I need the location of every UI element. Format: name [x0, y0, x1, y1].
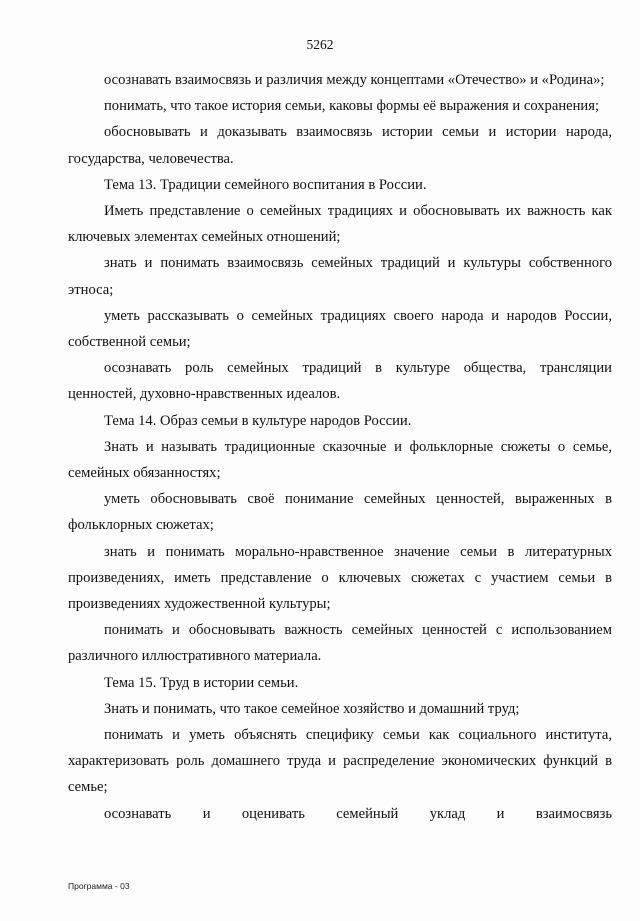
topic-heading: Тема 14. Образ семьи в культуре народов России. [104, 412, 412, 429]
paragraph: понимать и уметь объяснять специфику семьи как социального института, характеризовать роль домашнего труда и распределение экономических функций в семье; [68, 727, 612, 796]
paragraph: понимать и обосновывать важность семейных ценностей с использованием различного иллюстративного материала. [68, 622, 612, 665]
paragraph: знать и понимать взаимосвязь семейных традиций и культуры собственного этноса; [68, 255, 612, 298]
paragraph: осознавать взаимосвязь и различия между концептами «Отечество» и «Родина»; [104, 72, 605, 88]
paragraph: понимать, что такое история семьи, каковы формы её выражения и сохранения; [104, 98, 600, 115]
paragraph-continued: осознавать и оценивать семейный уклад и взаимосвязь [104, 805, 612, 822]
page-number: 5262 [306, 37, 334, 52]
topic-heading: Тема 15. Труд в истории семьи. [104, 674, 299, 691]
paragraph: Знать и называть традиционные сказочные и фольклорные сюжеты о семье, семейных обязанностях; [68, 438, 612, 482]
paragraph: знать и понимать морально-нравственное значение семьи в литературных произведениях, иметь представление о ключевых сюжетах с участием семьи в произведениях художественной культуры; [68, 543, 612, 613]
paragraph: уметь рассказывать о семейных традициях своего народа и народов России, собственной семьи; [68, 307, 612, 351]
paragraph: осознавать роль семейных традиций в культуре общества, трансляции ценностей, духовно-нравственных идеалов. [68, 360, 612, 403]
document-body [68, 67, 612, 827]
paragraph: уметь обосновывать своё понимание семейных ценностей, выраженных в фольклорных сюжетах; [68, 491, 612, 534]
footer-label: Программа - 03 [68, 881, 130, 891]
paragraph: Иметь представление о семейных традициях и обосновывать их важность как ключевых элементах семейных отношений; [68, 203, 612, 246]
paragraph: обосновывать и доказывать взаимосвязь истории семьи и истории народа, государства, человечества. [68, 124, 612, 167]
topic-heading: Тема 13. Традиции семейного воспитания в России. [104, 176, 427, 193]
paragraph: Знать и понимать, что такое семейное хозяйство и домашний труд; [104, 700, 520, 717]
